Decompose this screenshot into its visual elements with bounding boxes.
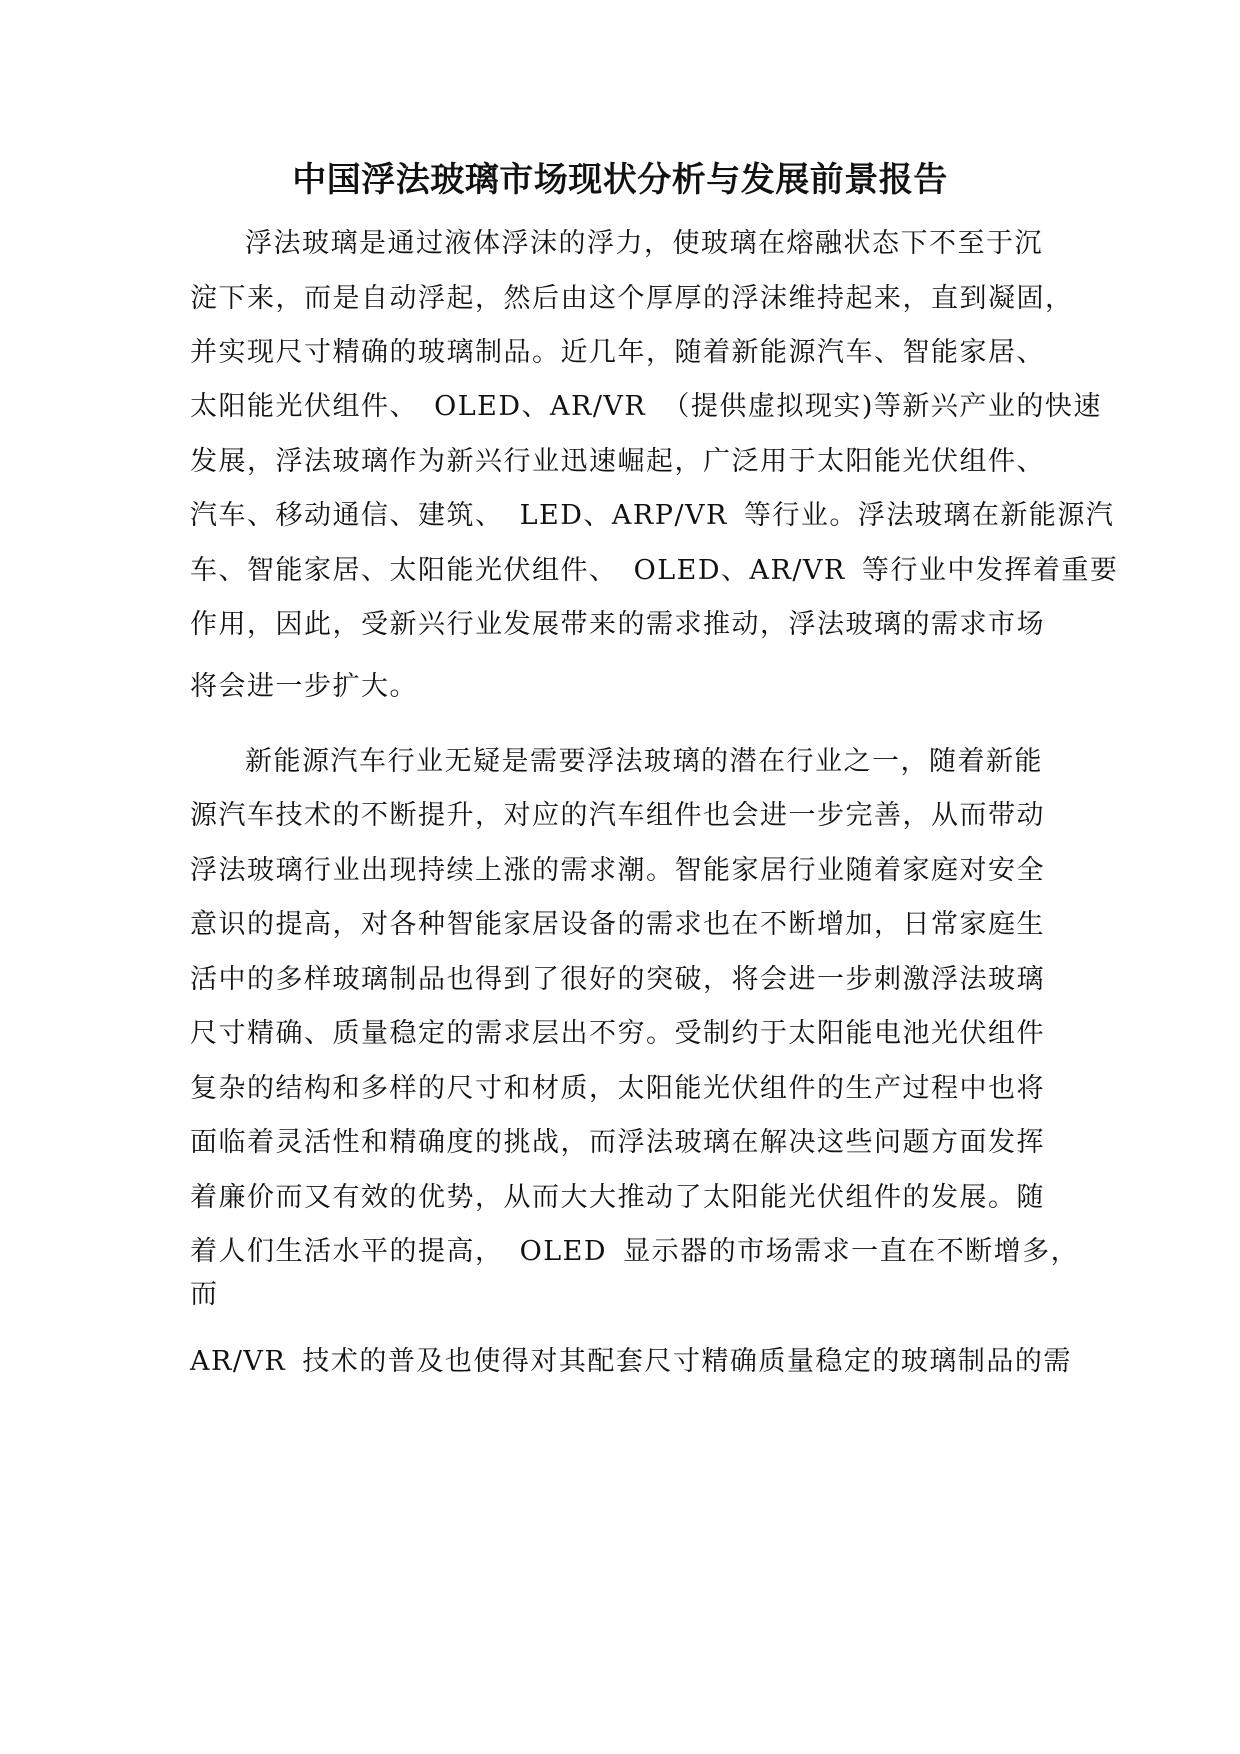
paragraph-2-line-7: 复杂的结构和多样的尺寸和材质，太阳能光伏组件的生产过程中也将 — [190, 1073, 1045, 1104]
paragraph-2-line-3: 浮法玻璃行业出现持续上涨的需求潮。智能家居行业随着家庭对安全 — [190, 855, 1045, 886]
paragraph-2-line-8: 面临着灵活性和精确度的挑战，而浮法玻璃在解决这些问题方面发挥 — [190, 1127, 1045, 1158]
paragraph-1-line-3: 并实现尺寸精确的玻璃制品。近几年，随着新能源汽车、智能家居、 — [190, 337, 1045, 368]
paragraph-3-line-1: AR/VR 技术的普及也使得对其配套尺寸精确质量稳定的玻璃制品的需 — [190, 1346, 1072, 1377]
paragraph-2-line-5: 活中的多样玻璃制品也得到了很好的突破，将会进一步刺激浮法玻璃 — [190, 964, 1045, 995]
paragraph-1-line-2: 淀下来，而是自动浮起，然后由这个厚厚的浮沫维持起来，直到凝固， — [190, 283, 1074, 314]
paragraph-2-line-11: 而 — [190, 1279, 219, 1310]
paragraph-1-line-4: 太阳能光伏组件、 OLED、AR/VR （提供虚拟现实)等新兴产业的快速 — [190, 391, 1102, 422]
paragraph-2-line-1: 新能源汽车行业无疑是需要浮法玻璃的潜在行业之一，随着新能 — [245, 746, 1043, 777]
paragraph-2-line-6: 尺寸精确、质量稳定的需求层出不穷。受制约于太阳能电池光伏组件 — [190, 1018, 1045, 1049]
paragraph-1-line-5: 发展，浮法玻璃作为新兴行业迅速崛起，广泛用于太阳能光伏组件、 — [190, 446, 1045, 477]
paragraph-2-line-4: 意识的提高，对各种智能家居设备的需求也在不断增加，日常家庭生 — [190, 909, 1045, 940]
paragraph-2-line-9: 着廉价而又有效的优势，从而大大推动了太阳能光伏组件的发展。随 — [190, 1182, 1045, 1213]
paragraph-1-line-1: 浮法玻璃是通过液体浮沫的浮力，使玻璃在熔融状态下不至于沉 — [245, 228, 1043, 259]
paragraph-1-line-8: 作用，因此，受新兴行业发展带来的需求推动，浮法玻璃的需求市场 — [190, 609, 1045, 640]
paragraph-1-line-7: 车、智能家居、太阳能光伏组件、 OLED、AR/VR 等行业中发挥着重要 — [190, 555, 1119, 586]
paragraph-1-line-6: 汽车、移动通信、建筑、 LED、ARP/VR 等行业。浮法玻璃在新能源汽 — [190, 500, 1115, 531]
paragraph-1-line-9: 将会进一步扩大。 — [190, 671, 418, 702]
paragraph-2-line-10: 着人们生活水平的提高， OLED 显示器的市场需求一直在不断增多， — [190, 1236, 1080, 1267]
paragraph-2-line-2: 源汽车技术的不断提升，对应的汽车组件也会进一步完善，从而带动 — [190, 800, 1045, 831]
document-title: 中国浮法玻璃市场现状分析与发展前景报告 — [292, 160, 948, 200]
